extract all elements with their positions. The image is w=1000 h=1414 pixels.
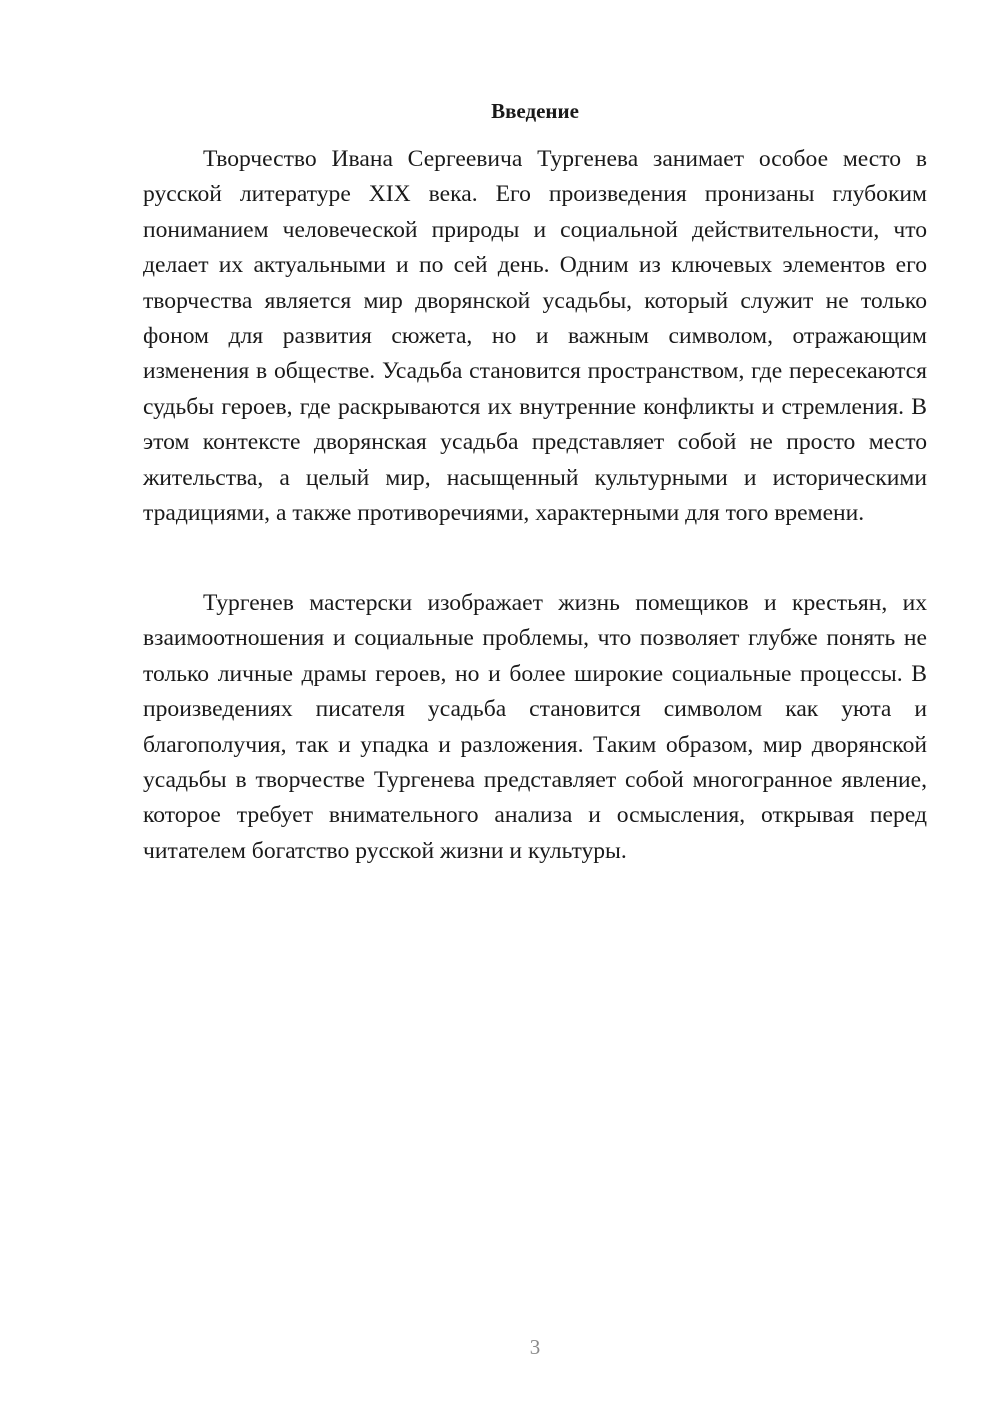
- page-number: 3: [529, 1335, 541, 1359]
- body-paragraph-1: Творчество Ивана Сергеевича Тургенева занимает особое место в русской литературе XIX века. Его произведения пронизаны глубоким пониманием человеческой природы и социальной действительности, что делает их актуальными и по сей день. Одним из ключевых элементов его творчества является мир дворянской усадьбы, который служит не только фоном для развития сюжета, но и важным символом, отражающим изменения в обществе. Усадьба становится пространством, где пересекаются судьбы героев, где раскрываются их внутренние конфликты и стремления. В этом контексте дворянская усадьба представляет собой не просто место жительства, а целый мир, насыщенный культурными и историческими традициями, а также противоречиями, характерными для того времени.: [143, 146, 927, 527]
- body-paragraph-2: Тургенев мастерски изображает жизнь помещиков и крестьян, их взаимоотношения и социальные проблемы, что позволяет глубже понять не только личные драмы героев, но и более широкие социальные процессы. В произведениях писателя усадьба становится символом как уюта и благополучия, так и упадка и разложения. Таким образом, мир дворянской усадьбы в творчестве Тургенева представляет собой многогранное явление, которое требует внимательного анализа и осмысления, открывая перед читателем богатство русской жизни и культуры.: [143, 590, 927, 864]
- section-heading: Введение: [491, 99, 579, 123]
